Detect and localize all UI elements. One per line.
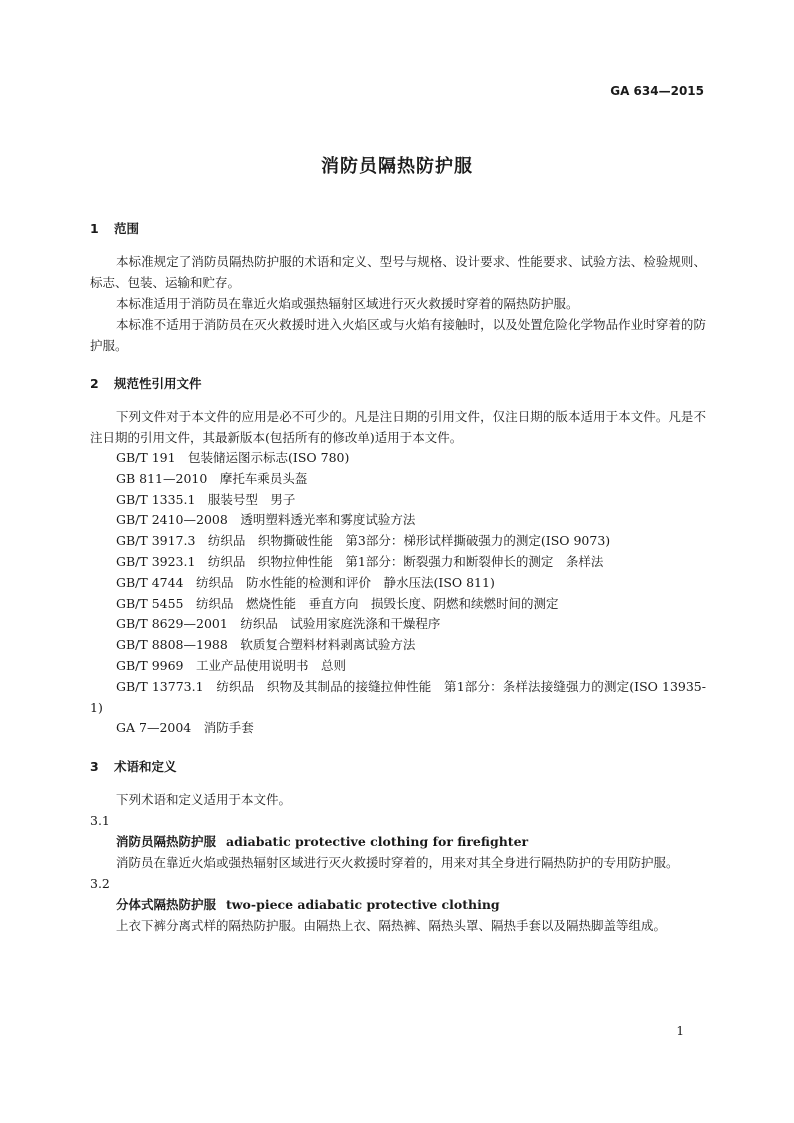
- paragraph: 本标准适用于消防员在靠近火焰或强热辐射区域进行灭火救援时穿着的隔热防护服。: [116, 296, 579, 311]
- paragraph: 下列术语和定义适用于本文件。: [116, 792, 292, 808]
- document-body: [90, 218, 706, 953]
- reference-item: GB/T 8808—1988 软质复合塑料材料剥离试验方法: [116, 637, 416, 653]
- term-definition: 上衣下裤分离式样的隔热防护服。由隔热上衣、隔热裤、隔热头罩、隔热手套以及隔热脚盖等组成。: [116, 918, 667, 934]
- reference-item: GA 7—2004 消防手套: [116, 720, 254, 736]
- section-scope: [90, 218, 706, 356]
- document-title: 消防员隔热防护服: [321, 156, 473, 177]
- term-entry: [90, 873, 706, 936]
- term-en: adiabatic protective clothing for firefighter: [226, 834, 529, 850]
- paragraph: 本标准不适用于消防员在灭火救援时进入火焰区或与火焰有接触时，以及处置危险化学物品作业时穿着的防护服。: [90, 317, 706, 353]
- reference-item: GB/T 8629—2001 纺织品 试验用家庭洗涤和干燥程序: [116, 616, 441, 632]
- reference-item: GB/T 9969 工业产品使用说明书 总则: [116, 657, 347, 673]
- term-definition: 消防员在靠近火焰或强热辐射区域进行灭火救援时穿着的，用来对其全身进行隔热防护的专用防护服。: [116, 855, 679, 871]
- reference-item: GB/T 13773.1 纺织品 织物及其制品的接缝拉伸性能 第1部分：条样法接缝强力的测定(ISO 13935-1): [90, 678, 706, 715]
- term-zh: 消防员隔热防护服: [116, 834, 217, 850]
- standard-number: GA 634—2015: [610, 84, 704, 98]
- page-number: 1: [676, 1024, 684, 1038]
- term-name: [90, 831, 706, 852]
- section-title: 规范性引用文件: [114, 376, 202, 391]
- reference-item: GB 811—2010 摩托车乘员头盔: [116, 470, 308, 486]
- reference-item: GB/T 1335.1 服装号型 男子: [116, 491, 296, 507]
- paragraph: 本标准规定了消防员隔热防护服的术语和定义、型号与规格、设计要求、性能要求、试验方法、检验规则、标志、包装、运输和贮存。: [90, 254, 706, 290]
- section-title: 范围: [114, 221, 140, 236]
- term-entry: [90, 810, 706, 873]
- section-number: 3: [90, 759, 99, 775]
- section-heading: [90, 373, 706, 394]
- reference-item: GB/T 2410—2008 透明塑料透光率和雾度试验方法: [116, 512, 416, 528]
- term-number: 3.1: [90, 813, 110, 829]
- section-normative-references: [90, 373, 706, 739]
- section-heading: [90, 756, 706, 777]
- reference-item: GB/T 5455 纺织品 燃烧性能 垂直方向 损毁长度、阴燃和续燃时间的测定: [116, 595, 559, 611]
- term-zh: 分体式隔热防护服: [116, 897, 217, 913]
- section-number: 1: [90, 221, 99, 236]
- section-heading: [90, 218, 706, 239]
- section-terms-definitions: [90, 756, 706, 936]
- section-number: 2: [90, 376, 99, 391]
- paragraph: 下列文件对于本文件的应用是必不可少的。凡是注日期的引用文件，仅注日期的版本适用于本文件。凡是不注日期的引用文件，其最新版本(包括所有的修改单)适用于本文件。: [90, 409, 706, 445]
- reference-item: GB/T 3917.3 纺织品 织物撕破性能 第3部分：梯形试样撕破强力的测定(ISO 9073): [116, 533, 611, 549]
- section-title: 术语和定义: [114, 759, 177, 775]
- term-en: two-piece adiabatic protective clothing: [226, 897, 500, 913]
- term-number: 3.2: [90, 876, 110, 892]
- reference-item: GB/T 191 包装储运图示标志(ISO 780): [116, 450, 350, 465]
- term-name: [90, 894, 706, 915]
- reference-item: GB/T 4744 纺织品 防水性能的检测和评价 静水压法(ISO 811): [116, 574, 495, 590]
- reference-item: GB/T 3923.1 纺织品 织物拉伸性能 第1部分：断裂强力和断裂伸长的测定 条样法: [116, 553, 604, 569]
